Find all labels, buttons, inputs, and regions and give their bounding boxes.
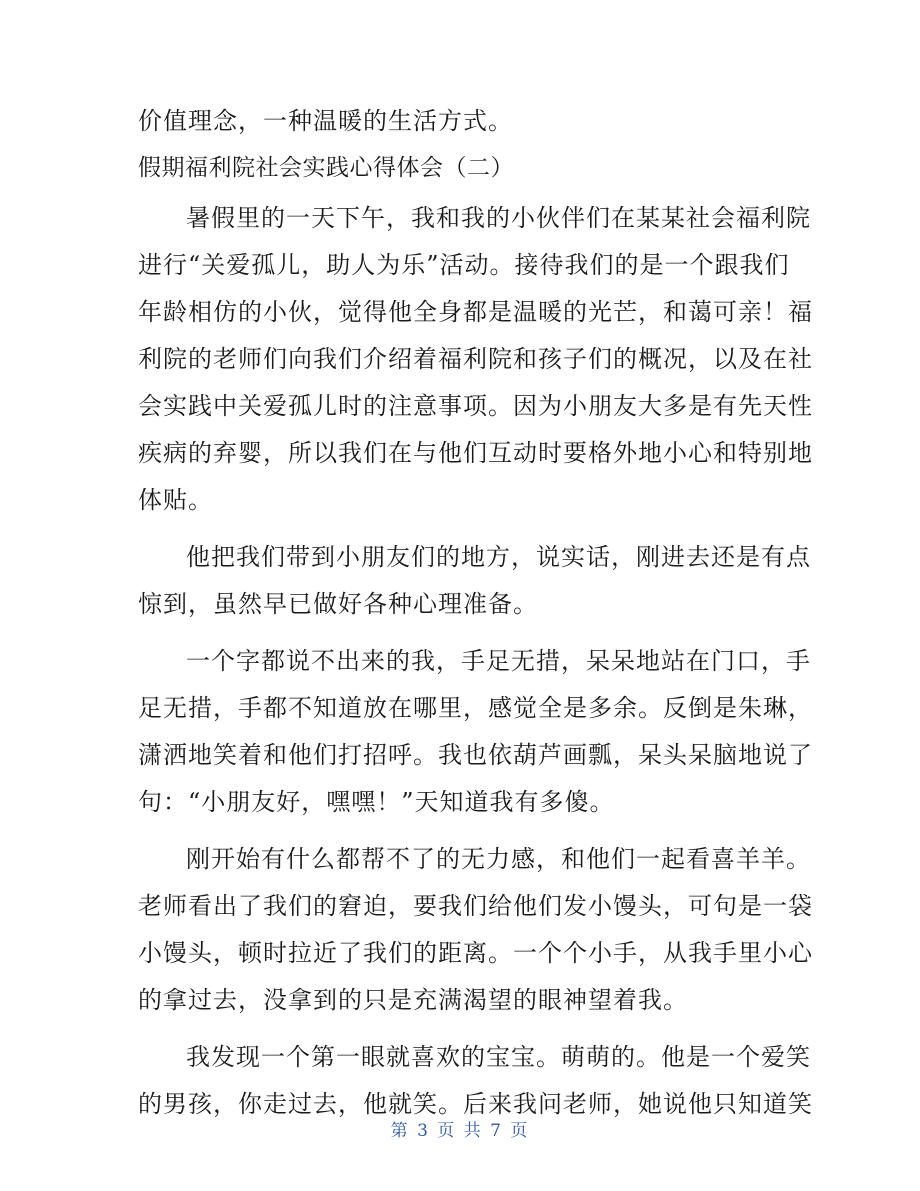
carryover-line: 价值理念，一种温暖的生活方式。 bbox=[138, 107, 513, 135]
page-number-footer: 第 3 页 共 7 页 bbox=[390, 1121, 530, 1141]
paragraph-line: 我发现一个第一眼就喜欢的宝宝。萌萌的。他是一个爱笑 bbox=[186, 1043, 811, 1071]
paragraph-4 bbox=[138, 836, 813, 1024]
paragraph-line: 惊到，虽然早已做好各种心理准备。 bbox=[138, 590, 538, 618]
paragraph-line: 暑假里的一天下午，我和我的小伙伴们在某某社会福利院 bbox=[186, 204, 811, 232]
paragraph-line: 疾病的弃婴，所以我们在与他们互动时要格外地小心和特别地 bbox=[138, 439, 813, 467]
paragraph-line: 足无措，手都不知道放在哪里，感觉全是多余。反倒是朱琳， bbox=[138, 694, 813, 722]
document-body bbox=[138, 98, 813, 1128]
paragraph-1 bbox=[138, 195, 813, 524]
paragraph-line: 他把我们带到小朋友们的地方，说实话，刚进去还是有点 bbox=[186, 543, 811, 571]
paragraph-line: 句：“小朋友好，嘿嘿！”天知道我有多傻。 bbox=[138, 788, 615, 816]
paragraph-line: 的男孩，你走过去，他就笑。后来我问老师，她说他只知道笑 bbox=[138, 1090, 813, 1118]
paragraph-line: 老师看出了我们的窘迫，要我们给他们发小馒头，可句是一袋 bbox=[138, 892, 813, 920]
paragraph-line: 年龄相仿的小伙，觉得他全身都是温暖的光芒，和蔼可亲！福 bbox=[138, 298, 813, 326]
paragraph-5 bbox=[138, 1034, 813, 1128]
paragraph-line: 刚开始有什么都帮不了的无力感，和他们一起看喜羊羊。 bbox=[186, 845, 811, 873]
paragraph-line: 小馒头，顿时拉近了我们的距离。一个个小手，从我手里小心 bbox=[138, 939, 813, 967]
paragraph-line: 潇洒地笑着和他们打招呼。我也依葫芦画瓢，呆头呆脑地说了 bbox=[138, 741, 813, 769]
paragraph-line: 进行“关爱孤儿，助人为乐”活动。接待我们的是一个跟我们 bbox=[138, 251, 790, 279]
paragraph-3 bbox=[138, 638, 813, 826]
paragraph-line: 会实践中关爱孤儿时的注意事项。因为小朋友大多是有先天性 bbox=[138, 392, 813, 420]
paragraph-line: 体贴。 bbox=[138, 486, 213, 514]
paragraph-line: 的拿过去，没拿到的只是充满渴望的眼神望着我。 bbox=[138, 986, 688, 1014]
paragraph-line: 一个字都说不出来的我，手足无措，呆呆地站在门口，手 bbox=[186, 647, 811, 675]
paragraph-line: 利院的老师们向我们介绍着福利院和孩子们的概况，以及在社 bbox=[138, 345, 813, 373]
paragraph-2 bbox=[138, 534, 811, 628]
section-title: 假期福利院社会实践心得体会（二） bbox=[138, 155, 514, 181]
